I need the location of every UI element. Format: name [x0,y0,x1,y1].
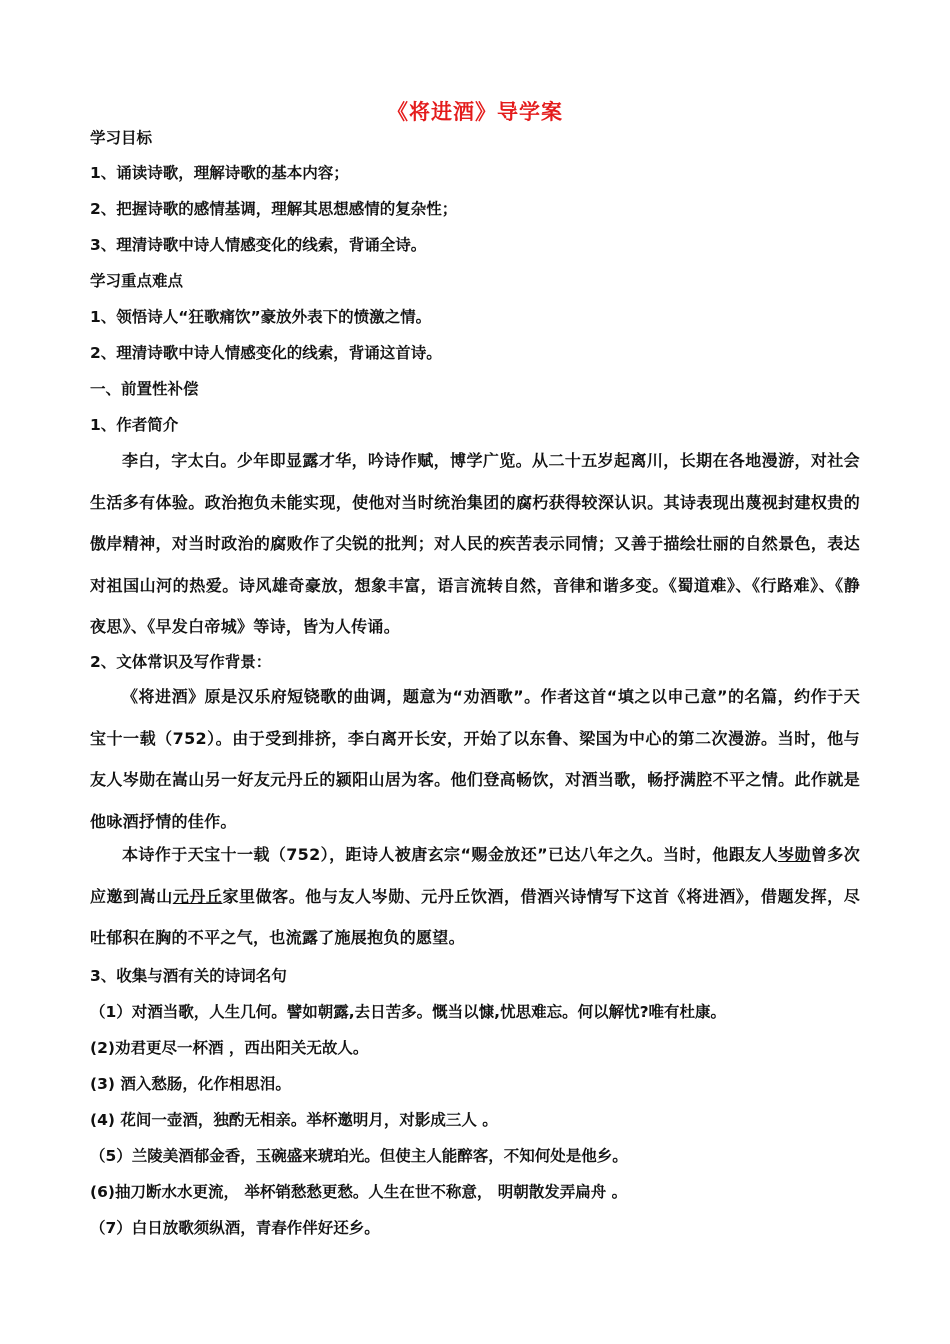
author-heading: 1、作者简介 [90,416,179,434]
background-heading: 2、文体常识及写作背景： [90,653,272,671]
background-paragraph-2 [90,834,860,959]
objective-item: 3、理清诗歌中诗人情感变化的线索，背诵全诗。 [90,236,427,254]
key-points-heading: 学习重点难点 [90,272,184,290]
background-paragraph: 《将进酒》原是汉乐府短铙歌的曲调，题意为“劝酒歌”。作者这首“填之以申己意”的名篇，约作于天宝十一载（752）。由于受到排挤，李白离开长安，开始了以东鲁、梁国为中心的第二次漫游。当时，他与友人岑勋在嵩山另一好友元丹丘的颍阳山居为客。他们登高畅饮，对酒当歌，畅抒满腔不平之情。此作就是他咏酒抒情的佳作。 [90,687,860,831]
quote-item: (2)劝君更尽一杯酒 ，西出阳关无故人。 [90,1039,369,1057]
paragraph-text: 家里做客。他与友人岑勋、元丹丘饮酒，借酒兴诗情写下这首《将进酒》，借题发挥，尽吐郁积在胸的不平之气，也流露了施展抱负的愿望。 [90,886,860,947]
quote-item: (6)抽刀断水水更流， 举杯销愁愁更愁。人生在世不称意， 明朝散发弄扁舟 。 [90,1183,628,1201]
objectives-heading: 学习目标 [90,129,153,147]
objective-item: 2、把握诗歌的感情基调，理解其思想感情的复杂性； [90,200,458,218]
document-title: 《将进酒》导学案 [387,100,563,124]
quote-item: (3) 酒入愁肠，化作相思泪。 [90,1075,291,1093]
objective-item: 1、诵读诗歌，理解诗歌的基本内容； [90,164,349,182]
underlined-name: 岑勋 [778,845,811,864]
paragraph-text: 曾多次应邀到嵩山 [90,845,861,906]
quote-item: （1）对酒当歌，人生几何。譬如朝露,去日苦多。慨当以慷,忧思难忘。何以解忧?唯有杜康。 [90,1003,727,1021]
key-point-item: 1、领悟诗人“狂歌痛饮”豪放外表下的愤激之情。 [90,308,432,326]
underlined-name: 元丹丘 [172,886,223,906]
key-point-item: 2、理清诗歌中诗人情感变化的线索，背诵这首诗。 [90,344,442,362]
quote-item: (4) 花间一壶酒，独酌无相亲。举杯邀明月，对影成三人 。 [90,1111,498,1129]
section-heading: 一、前置性补偿 [90,380,199,398]
author-paragraph: 李白，字太白。少年即显露才华，吟诗作赋，博学广览。从二十五岁起离川，长期在各地漫游，对社会生活多有体验。政治抱负未能实现，使他对当时统治集团的腐朽获得较深认识。其诗表现出蔑视封建权贵的傲岸精神，对当时政治的腐败作了尖锐的批判；对人民的疾苦表示同情；又善于描绘壮丽的自然景色，表达对祖国山河的热爱。诗风雄奇豪放，想象丰富，语言流转自然，音律和谐多变。《蜀道难》、《行路难》、《静夜思》、《早发白帝城》等诗，皆为人传诵。 [90,451,860,636]
quote-item: （7）白日放歌须纵酒，青春作伴好还乡。 [90,1219,380,1237]
quotes-heading: 3、收集与酒有关的诗词名句 [90,967,287,985]
quote-item: （5）兰陵美酒郁金香，玉碗盛来琥珀光。但使主人能醉客，不知何处是他乡。 [90,1147,628,1165]
paragraph-text: 本诗作于天宝十一载（752），距诗人被唐玄宗“赐金放还”已达八年之久。当时，他跟友人 [122,845,778,864]
